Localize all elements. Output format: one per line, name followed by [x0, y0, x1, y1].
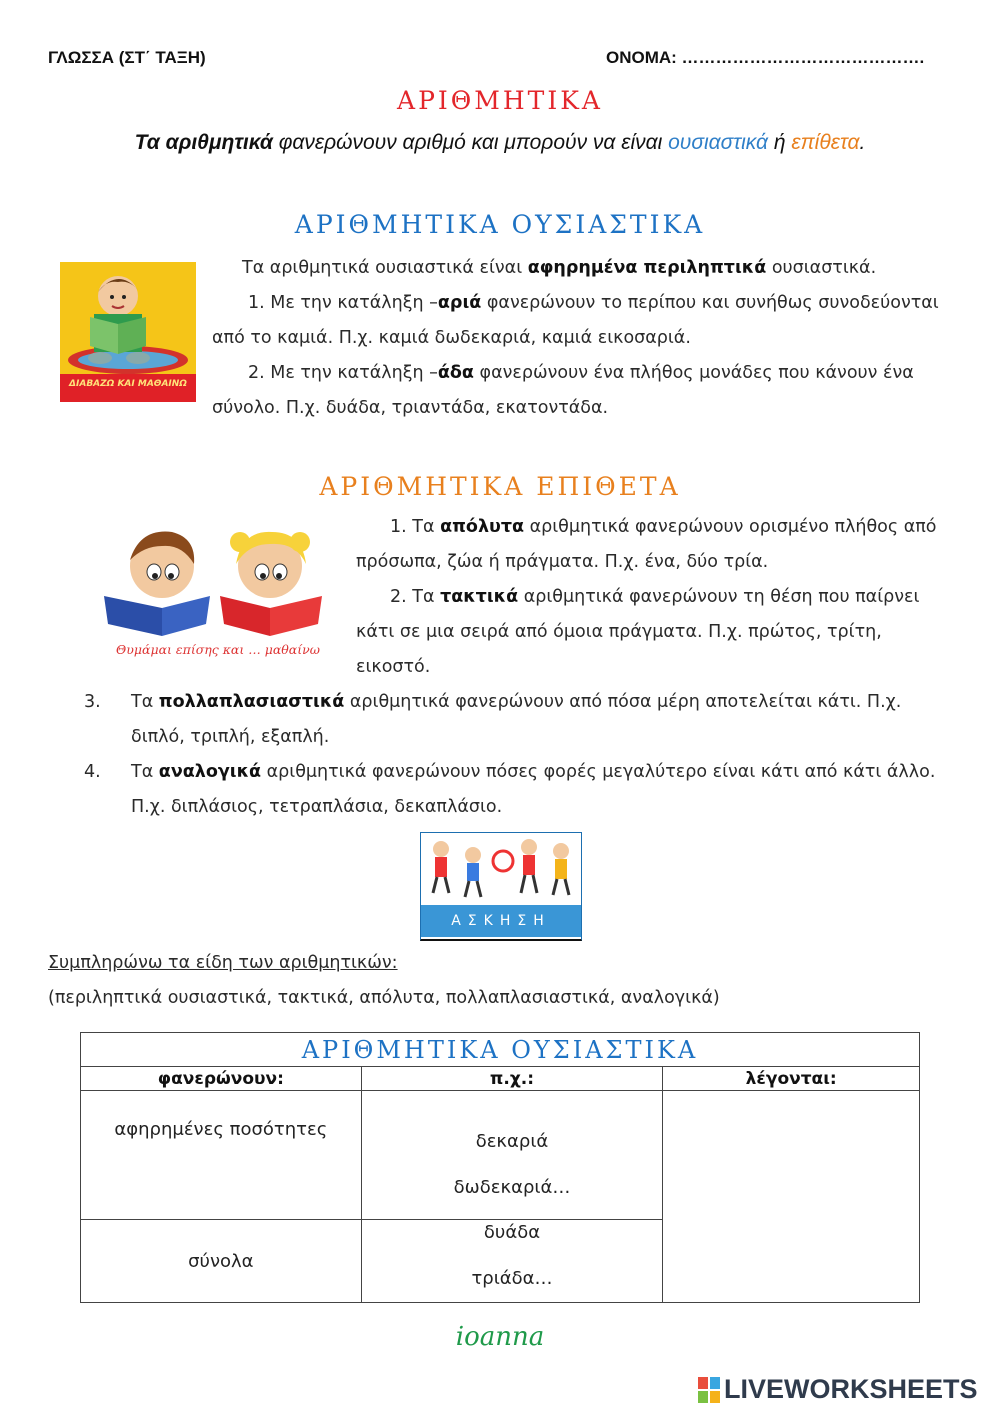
- nouns-definition-c: ουσιαστικά.: [766, 258, 877, 278]
- nouns-item-1-c: φανερώνουν το περίπου και συνήθως συνοδεύονται: [481, 293, 939, 313]
- adjectives-item-2-bold: τακτικά: [440, 587, 519, 607]
- section-nouns-title: ΑΡΙΘΜΗΤΙΚΑ ΟΥΣΙΑΣΤΙΚΑ: [294, 210, 706, 239]
- example-2: τριάδα…: [471, 1268, 553, 1289]
- table-title: ΑΡΙΘΜΗΤΙΚΑ ΟΥΣΙΑΣΤΙΚΑ: [81, 1033, 920, 1067]
- reading-boy-image: [60, 262, 196, 402]
- intro-text-1: φανερώνουν αριθμό και μπορούν να είναι: [272, 131, 669, 154]
- table-row: [81, 1091, 920, 1220]
- adjectives-item-2-a: 2. Τα: [390, 587, 441, 607]
- intro-bold: Τα αριθμητικά: [134, 131, 273, 154]
- adjectives-item-1-a: 1. Τα: [390, 517, 441, 537]
- exercise-badge-label: ΑΣΚΗΣΗ: [421, 905, 581, 937]
- adjectives-item-4-line-1: [131, 755, 935, 790]
- nouns-definition: [242, 251, 876, 286]
- reading-boy-caption: ΔΙΑΒΑΖΩ ΚΑΙ ΜΑΘΑΙΝΩ: [69, 379, 187, 389]
- exercise-table: [80, 1032, 920, 1303]
- adjectives-item-1-line-1: [390, 510, 936, 545]
- children-playing-illustration: [421, 833, 581, 905]
- adjectives-item-1-bold: απόλυτα: [440, 517, 525, 537]
- liveworksheets-brand[interactable]: LIVEWORKSHEETS: [724, 1374, 978, 1404]
- nouns-item-2-c: φανερώνουν ένα πλήθος μονάδες που κάνουν ένα: [473, 363, 914, 383]
- meaning-cell: σύνολα: [81, 1220, 362, 1303]
- nouns-item-1-a: 1. Με την κατάληξη –: [248, 293, 438, 313]
- example-2: δωδεκαριά…: [453, 1177, 571, 1198]
- reading-kids-illustration: [100, 524, 336, 644]
- nouns-item-2-line-2: σύνολο. Π.χ. δυάδα, τριαντάδα, εκατοντάδα.: [212, 398, 609, 418]
- adjectives-item-2-c: αριθμητικά φανερώνουν τη θέση που παίρνει: [518, 587, 920, 607]
- adjectives-item-4-line-2: Π.χ. διπλάσιος, τετραπλάσια, δεκαπλάσιο.: [131, 797, 503, 817]
- adjectives-item-2-line-2: κάτι σε μια σειρά από όμοια πράγματα. Π.χ. πρώτος, τρίτη,: [356, 622, 882, 642]
- answer-cell[interactable]: [663, 1091, 920, 1303]
- adjectives-item-4-bold: αναλογικά: [158, 762, 262, 782]
- adjectives-item-4-a: Τα: [131, 762, 159, 782]
- nouns-item-1-line-2: από το καμιά. Π.χ. καμιά δωδεκαριά, καμιά εικοσαριά.: [212, 328, 691, 348]
- nouns-item-1-suffix: αριά: [437, 293, 482, 313]
- nouns-definition-a: Τα αριθμητικά ουσιαστικά είναι: [242, 258, 528, 278]
- adjectives-item-1-c: αριθμητικά φανερώνουν ορισμένο πλήθος από: [524, 517, 937, 537]
- reading-kids-image: [100, 524, 336, 664]
- adjectives-item-4-number: 4.: [84, 762, 101, 782]
- meaning-cell: αφηρημένες ποσότητες: [81, 1091, 362, 1220]
- exercise-options: (περιληπτικά ουσιαστικά, τακτικά, απόλυτα, πολλαπλασιαστικά, αναλογικά): [48, 988, 720, 1008]
- nouns-item-2-a: 2. Με την κατάληξη –: [248, 363, 438, 383]
- intro-text-3: .: [859, 131, 866, 154]
- adjectives-item-3-a: Τα: [131, 692, 159, 712]
- name-field[interactable]: ΟΝΟΜΑ: …………………………………….: [606, 48, 925, 67]
- header-cell: φανερώνουν:: [81, 1067, 362, 1091]
- exercise-instruction: Συμπληρώνω τα είδη των αριθμητικών:: [48, 953, 398, 973]
- subject-label: ΓΛΩΣΣΑ (ΣΤ΄ ΤΑΞΗ): [48, 48, 206, 67]
- intro-text-2: ή: [768, 131, 792, 154]
- header-cell: λέγονται:: [663, 1067, 920, 1091]
- reading-kids-caption: Θυμάμαι επίσης και … μαθαίνω: [116, 642, 320, 657]
- section-adjectives-title: ΑΡΙΘΜΗΤΙΚΑ ΕΠΙΘΕΤΑ: [319, 472, 681, 501]
- intro-nouns: ουσιαστικά: [668, 131, 769, 154]
- example-cell: [361, 1220, 663, 1303]
- adjectives-item-4-c: αριθμητικά φανερώνουν πόσες φορές μεγαλύτερο είναι κάτι από κάτι άλλο.: [261, 762, 936, 782]
- table-header-row: [81, 1067, 920, 1091]
- adjectives-item-3-bold: πολλαπλασιαστικά: [158, 692, 345, 712]
- adjectives-item-2-line-1: [390, 580, 919, 615]
- example-1: δεκαριά: [475, 1131, 549, 1152]
- intro-adjectives: επίθετα: [791, 131, 860, 154]
- adjectives-item-3-line-2: διπλό, τριπλή, εξαπλή.: [131, 727, 330, 747]
- table-title-row: [81, 1033, 920, 1067]
- exercise-badge: [420, 832, 582, 941]
- example-cell: [361, 1091, 663, 1220]
- adjectives-item-3-line-1: [131, 685, 901, 720]
- signature: ioanna: [455, 1322, 545, 1352]
- adjectives-item-2-line-3: εικοστό.: [356, 657, 431, 677]
- main-title: ΑΡΙΘΜΗΤΙΚΑ: [397, 86, 603, 115]
- adjectives-item-3-c: αριθμητικά φανερώνουν από πόσα μέρη αποτελείται κάτι. Π.χ.: [344, 692, 902, 712]
- adjectives-item-1-line-2: πρόσωπα, ζώα ή πράγματα. Π.χ. ένα, δύο τρία.: [356, 552, 769, 572]
- header-cell: π.χ.:: [361, 1067, 663, 1091]
- nouns-definition-bold: αφηρημένα περιληπτικά: [527, 258, 767, 278]
- nouns-item-2-line-1: [248, 356, 914, 391]
- adjectives-item-3-number: 3.: [84, 692, 101, 712]
- liveworksheets-logo-icon: [698, 1377, 720, 1403]
- intro-sentence: [0, 131, 1000, 155]
- nouns-item-1-line-1: [248, 286, 939, 321]
- example-1: δυάδα: [483, 1222, 541, 1243]
- nouns-item-2-suffix: άδα: [437, 363, 474, 383]
